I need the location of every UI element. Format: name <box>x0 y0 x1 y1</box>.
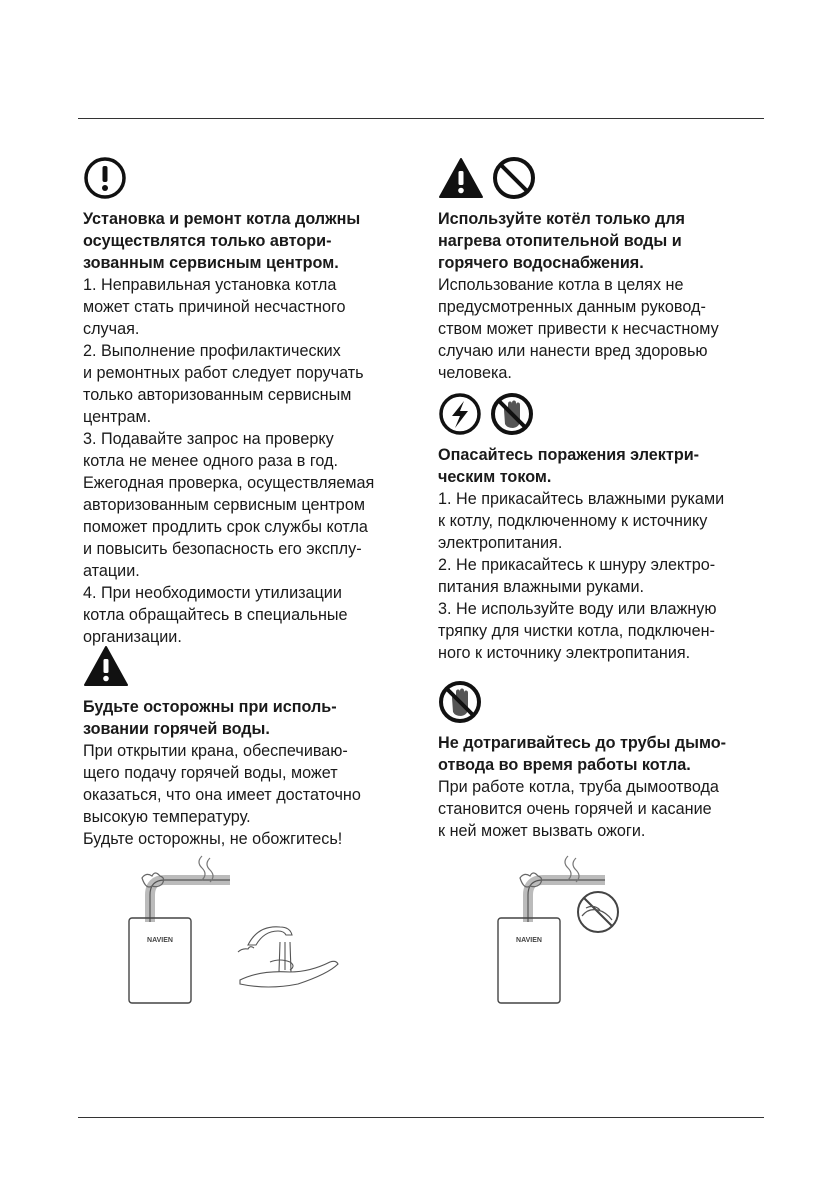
flue-section <box>438 680 738 842</box>
header-rule <box>78 118 764 119</box>
boiler-hot-water-illustration <box>120 850 360 1010</box>
boiler-brand-label: NAVIEN <box>516 937 542 944</box>
boiler-brand-label: NAVIEN <box>147 937 173 944</box>
installation-title: Установка и ремонт котла должны осуществлятся только автори- зованным сервисным центром. <box>83 210 361 272</box>
usage-section <box>438 156 738 384</box>
hot-water-section <box>83 644 383 850</box>
electric-shock-icon <box>438 392 482 436</box>
prohibition-icon <box>492 156 536 200</box>
electric-title: Опасайтесь поражения электри- ческим током. <box>438 446 700 486</box>
usage-text: Использование котла в целях не предусмотренных данным руковод- ством может привести к несчастному случаю или нанести вред здоровью человека. <box>438 276 719 382</box>
boiler-flue-illustration <box>490 850 650 1010</box>
flue-title: Не дотрагивайтесь до трубы дымо- отвода во время работы котла. <box>438 734 727 774</box>
warning-triangle-icon <box>438 157 484 199</box>
footer-rule <box>78 1117 764 1118</box>
no-touch-icon <box>490 392 534 436</box>
electric-section <box>438 392 738 664</box>
hot-water-title: Будьте осторожны при исполь- зовании горячей воды. <box>83 698 337 738</box>
tap-hand-drawing <box>238 927 338 987</box>
installation-text: 1. Неправильная установка котла может стать причиной несчастного случая. 2. Выполнение профилактических и ремонтных работ следует поручать только авторизованным сервисным центрам. 3. Подавайте запрос на проверку котла не менее одного раза в год. Ежегодная проверка, осуществляемая авторизованным сервисным центром поможет продлить срок службы котла и повысить безопасность его эксплу- атации. 4. При необходимости утилизации котла обращайтесь в специальные организации. <box>83 276 375 646</box>
installation-section <box>83 156 383 648</box>
hot-water-text: При открытии крана, обеспечиваю- щего подачу горячей воды, может оказаться, что она имеет достаточно высокую температуру. Будьте осторожны, не обожгитесь! <box>83 742 361 848</box>
warning-triangle-icon <box>83 645 129 687</box>
flue-text: При работе котла, труба дымоотвода становится очень горячей и касание к ней может вызвать ожоги. <box>438 778 719 840</box>
no-touch-icon <box>438 680 482 724</box>
usage-title: Используйте котёл только для нагрева отопительной воды и горячего водоснабжения. <box>438 210 685 272</box>
electric-text: 1. Не прикасайтесь влажными руками к котлу, подключенному к источнику электропитания. 2. Не прикасайтесь к шнуру электро- питания влажными руками. 3. Не используйте воду или влажную тряпку для чистки котла, подключен- ного к источнику электропитания. <box>438 490 725 662</box>
exclamation-circle-icon <box>83 156 127 200</box>
